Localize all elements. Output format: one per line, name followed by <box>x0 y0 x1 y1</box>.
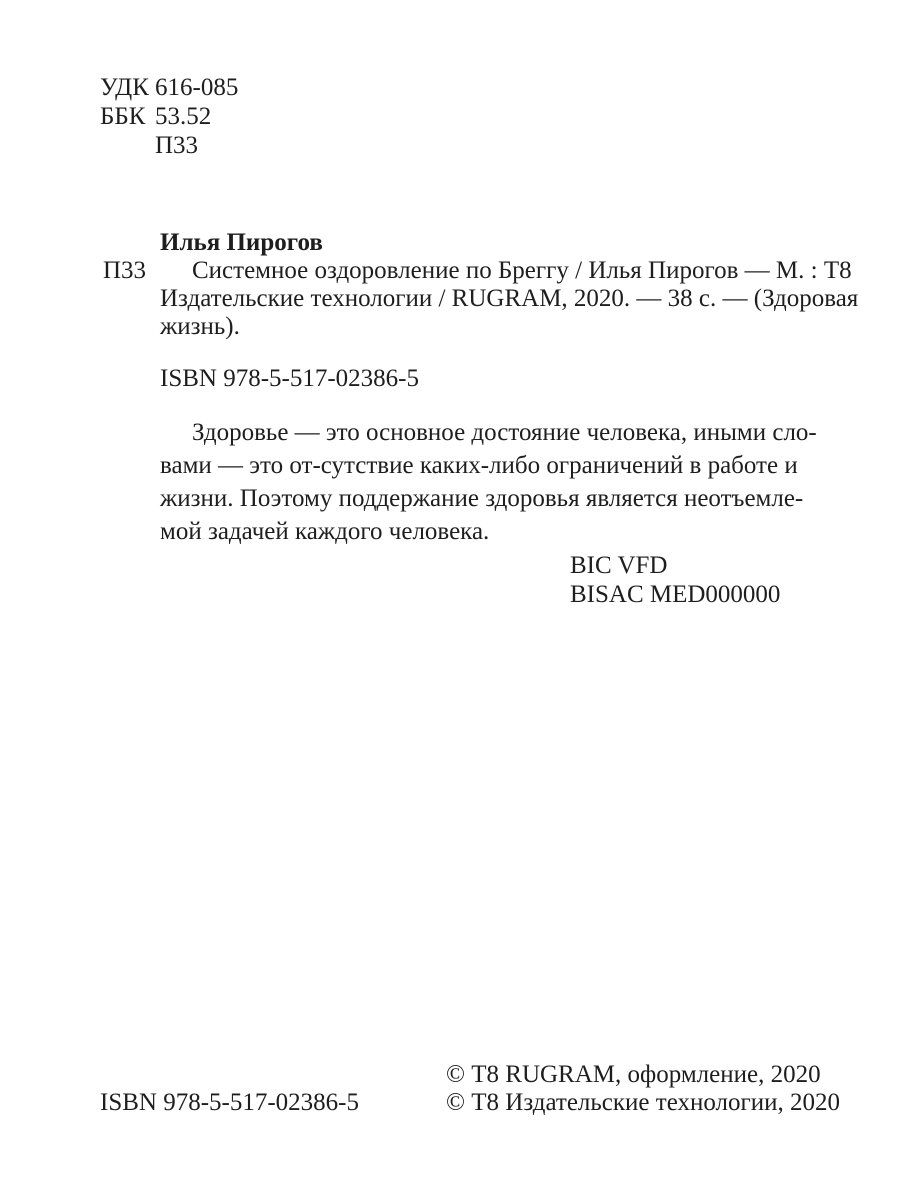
annotation-paragraph <box>160 416 817 548</box>
author-sign-value: П33 <box>155 132 199 159</box>
udc-label: УДК <box>100 74 149 101</box>
bbk-label: ББК <box>100 103 146 130</box>
bic-code: BIC VFD <box>570 552 668 579</box>
annotation-line-3: жизни. Поэтому поддержание здоровья является неотъемле- <box>160 485 804 512</box>
bbk-line <box>100 102 238 131</box>
copyright-publisher: © Т8 Издательские технологии, 2020 <box>446 1089 841 1116</box>
footer-copyright-block <box>446 1061 840 1117</box>
margin-author-sign: П33 <box>103 257 147 284</box>
annotation-line-4: мой задачей каждого человека. <box>160 518 490 545</box>
annotation-line-1: Здоровье — это основное достояние человека, иными сло- <box>192 419 817 446</box>
udc-value: 616-085 <box>155 74 239 101</box>
bibliographic-record <box>103 229 859 341</box>
bisac-code: BISAC MED000000 <box>570 581 781 608</box>
bbk-value: 53.52 <box>155 103 212 130</box>
isbn-main: ISBN 978-5-517-02386-5 <box>160 365 420 392</box>
category-codes <box>570 551 780 609</box>
annotation-line-2: вами — это от-сутствие каких-либо ограничений в работе и <box>160 452 798 479</box>
bib-entry-line-3: жизнь). <box>160 313 240 340</box>
copyright-design: © Т8 RUGRAM, оформление, 2020 <box>446 1061 821 1088</box>
udc-line <box>100 73 238 102</box>
author-sign-line <box>100 131 238 160</box>
bib-entry-line-1: Системное оздоровление по Бреггу / Илья Пирогов — М. : Т8 <box>192 257 852 284</box>
bib-entry-line-2: Издательские технологии / RUGRAM, 2020. — 38 с. — (Здоровая <box>160 285 859 312</box>
footer-isbn: ISBN 978-5-517-02386-5 <box>100 1089 360 1116</box>
author-name: Илья Пирогов <box>160 229 323 256</box>
top-classification-codes <box>100 73 238 160</box>
